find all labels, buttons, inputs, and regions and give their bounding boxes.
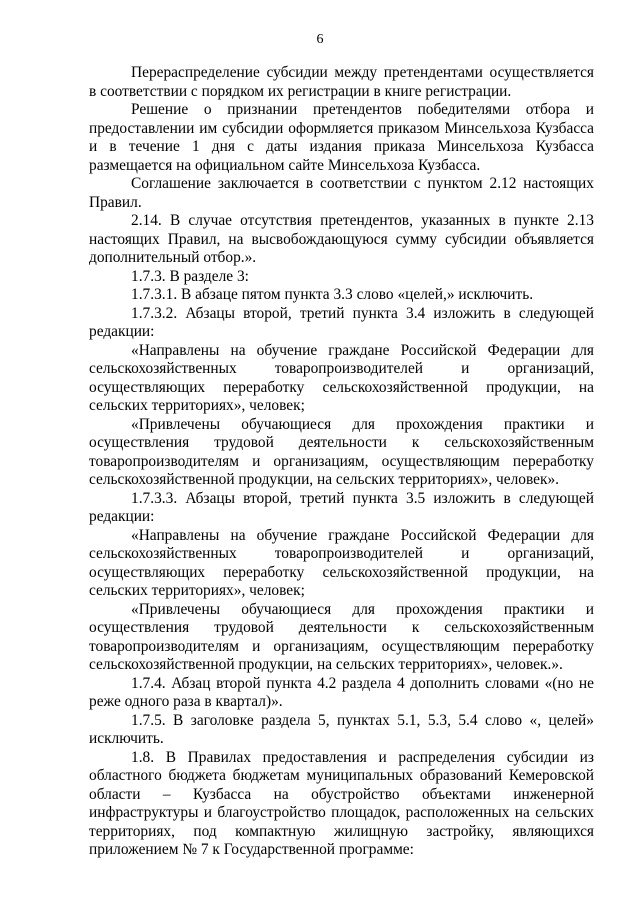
paragraph: 1.7.3.1. В абзаце пятом пункта 3.3 слово «целей,» исключить. bbox=[131, 286, 534, 303]
page-number: 6 bbox=[316, 32, 324, 47]
paragraph: Решение о признании претендентов победителями отбора и предоставлении им субсидии оформляется приказом Минсельхоза Кузбасса и в течение 1 дня с даты издания приказа Минсельхоза Кузбасса размещается на официальном сайте Минсельхоза Кузбасса. bbox=[89, 101, 594, 174]
paragraph: «Привлечены обучающиеся для прохождения практики и осуществления трудовой деятельности к сельскохозяйственным товаропроизводителям и организациям, осуществляющим переработку сельскохозяйственной продукции, на сельских территориях», человек». bbox=[89, 415, 594, 488]
paragraph: «Направлены на обучение граждане Российской Федерации для сельскохозяйственных товаропроизводителей и организаций, осуществляющих переработку сельскохозяйственной продукции, на сельских территориях», человек; bbox=[89, 341, 594, 414]
paragraph: Соглашение заключается в соответствии с пунктом 2.12 настоящих Правил. bbox=[89, 175, 594, 211]
paragraph: 2.14. В случае отсутствия претендентов, указанных в пункте 2.13 настоящих Правил, на высвобождающуюся сумму субсидии объявляется дополнительный отбор.». bbox=[89, 212, 594, 266]
paragraph: 1.7.3.3. Абзацы второй, третий пункта 3.5 изложить в следующей редакции: bbox=[89, 489, 594, 525]
paragraph: 1.7.4. Абзац второй пункта 4.2 раздела 4 дополнить словами «(но не реже одного раза в квартал)». bbox=[89, 674, 594, 710]
paragraph: 1.7.3. В разделе 3: bbox=[131, 267, 249, 285]
document-body bbox=[89, 64, 594, 860]
paragraph: 1.7.3.2. Абзацы второй, третий пункта 3.4 изложить в следующей редакции: bbox=[89, 304, 594, 340]
paragraph: 1.8. В Правилах предоставления и распределения субсидии из областного бюджета бюджетам муниципальных образований Кемеровской области – Кузбасса на обустройство объектами инженерной инфраструктуры и благоустройство площадок, расположенных на сельских территориях, под компактную жилищную застройку, являющихся приложением № 7 к Государственной программе: bbox=[89, 748, 594, 858]
paragraph: «Направлены на обучение граждане Российской Федерации для сельскохозяйственных товаропроизводителей и организаций, осуществляющих переработку сельскохозяйственной продукции, на сельских территориях», человек; bbox=[89, 526, 594, 599]
paragraph: Перераспределение субсидии между претендентами осуществляется в соответствии с порядком их регистрации в книге регистрации. bbox=[89, 64, 594, 100]
paragraph: «Привлечены обучающиеся для прохождения практики и осуществления трудовой деятельности к сельскохозяйственным товаропроизводителям и организациям, осуществляющим переработку сельскохозяйственной продукции, на сельских территориях», человек.». bbox=[89, 600, 594, 673]
paragraph: 1.7.5. В заголовке раздела 5, пунктах 5.1, 5.3, 5.4 слово «, целей» исключить. bbox=[89, 711, 594, 747]
